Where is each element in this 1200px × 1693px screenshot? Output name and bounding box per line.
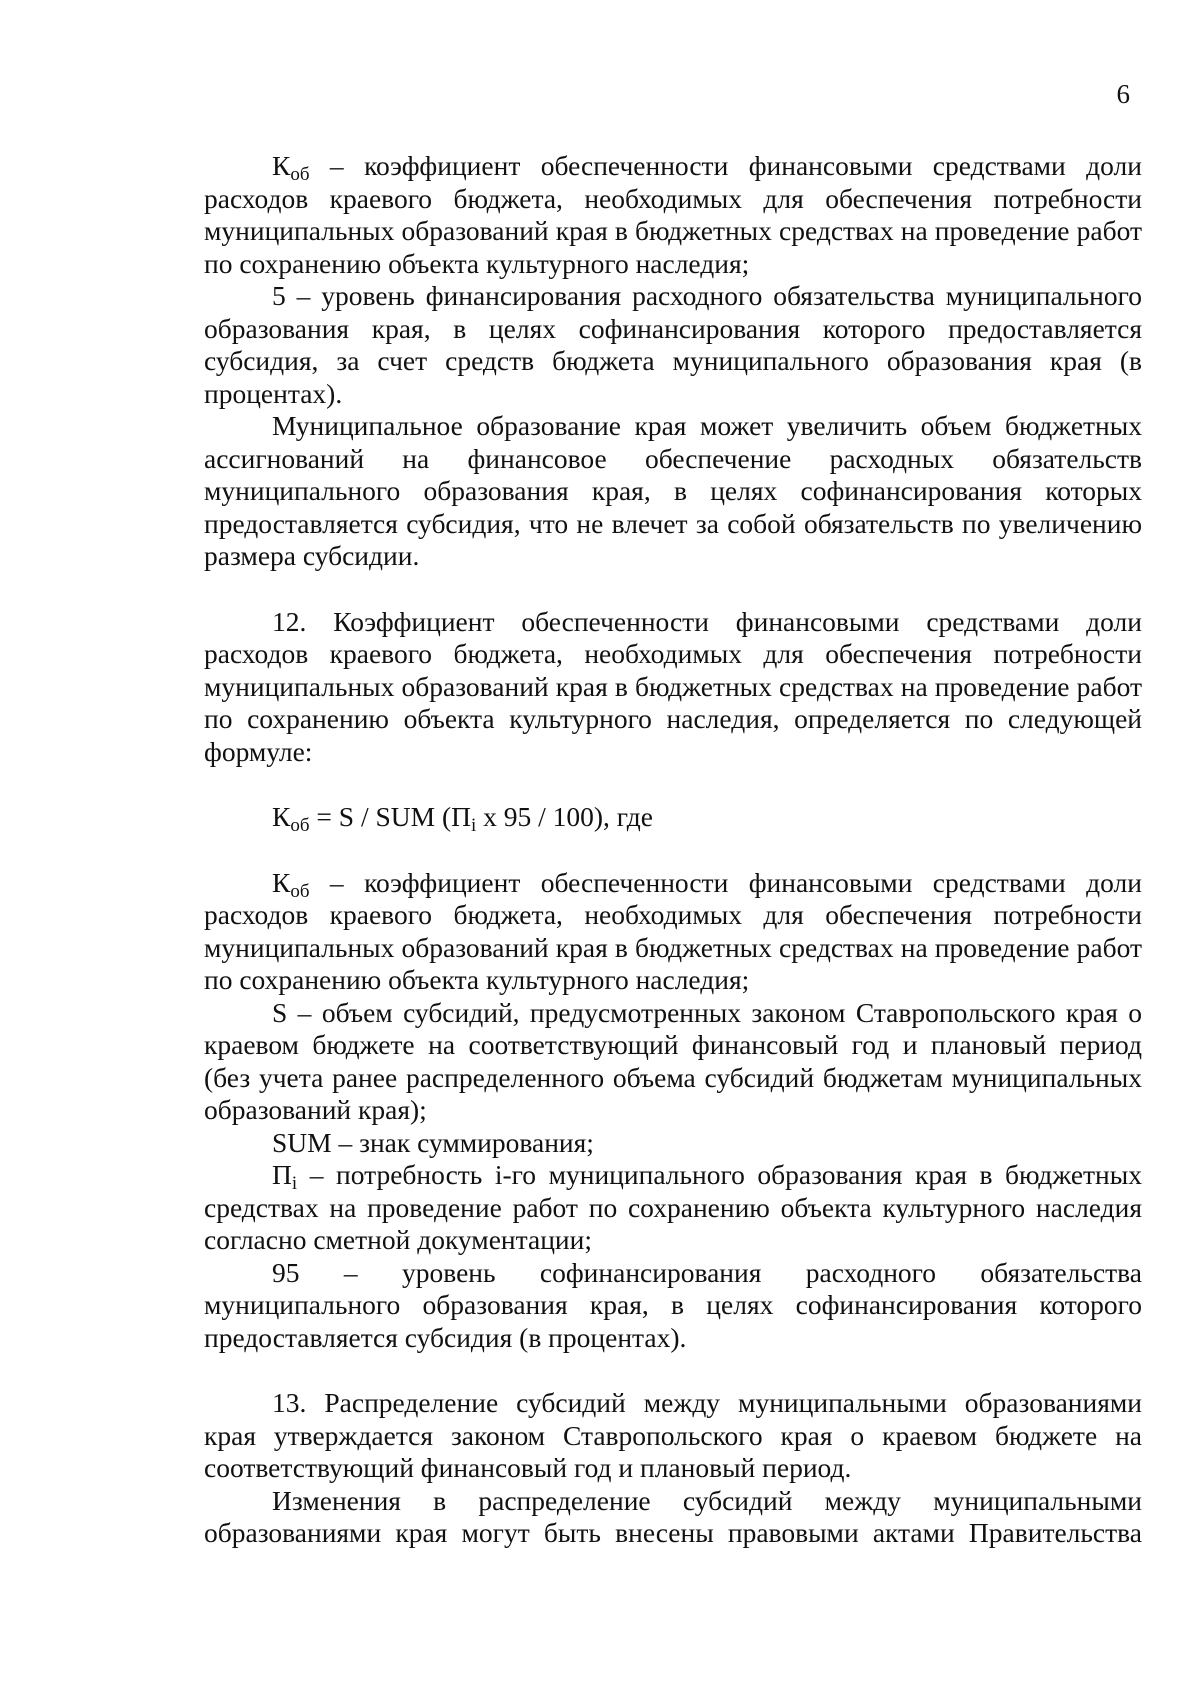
k-subscript: об [290, 164, 310, 185]
increase-allocations-paragraph: Муниципальное образование края может увеличить объем бюджетных ассигнований на финансовое обеспечение расходных обязательств муниципального образования края, в целях софинансирования которых предоставляется субсидия, что не влечет за собой обязательств по увеличению размера субсидии. [204, 410, 1142, 571]
page-number: 6 [1116, 79, 1130, 109]
pi-definition-text: – потребность i-го муниципального образования края в бюджетных средствах на проведение работ по сохранению объекта культурного наследия согласно сметной документации; [204, 1159, 1142, 1255]
section-13-paragraph: 13. Распределение субсидий между муниципальными образованиями края утверждается законом Ставропольского края о краевом бюджете на соответствующий финансовый год и плановый период. [204, 1387, 1142, 1483]
level-95-paragraph: 95 – уровень софинансирования расходного обязательства муниципального образования края, в целях софинансирования которого предоставляется субсидия (в процентах). [204, 1256, 1142, 1353]
formula [204, 801, 1142, 834]
s-definition-paragraph: S – объем субсидий, предусмотренных законом Ставропольского края о краевом бюджете на соответствующий финансовый год и плановый период (без учета ранее распределенного объема субсидий бюджетам муниципальных образований края); [204, 996, 1142, 1125]
k-definition-text-2: – коэффициент обеспеченности финансовыми средствами доли расходов краевого бюджета, необходимых для обеспечения потребности муниципальных образований края в бюджетных средствах на проведение работ по сохранению объекта культурного наследия; [204, 866, 1142, 995]
pi-index: i [291, 1173, 298, 1194]
changes-paragraph: Изменения в распределение субсидий между муниципальными образованиями края могут быть внесены правовыми актами Правительства [204, 1484, 1142, 1548]
formula-middle: = S / SUM (П [309, 801, 471, 832]
sum-definition-paragraph: SUM – знак суммирования; [272, 1126, 594, 1158]
k-subscript-2: об [290, 880, 310, 902]
formula-end: х 95 / 100), где [476, 801, 653, 832]
section-12-paragraph: 12. Коэффициент обеспеченности финансовыми средствами доли расходов краевого бюджета, необходимых для обеспечения потребности муниципальных образований края в бюджетных средствах на проведение работ по сохранению объекта культурного наследия, определяется по следующей формуле: [204, 605, 1142, 767]
k-definition-paragraph-2 [204, 867, 1142, 997]
k-symbol: К [272, 150, 291, 181]
k-definition-text: – коэффициент обеспеченности финансовыми средствами доли расходов краевого бюджета, необходимых для обеспечения потребности муниципальных образований края в бюджетных средствах на проведение работ по сохранению объекта культурного наследия; [204, 150, 1142, 279]
pi-symbol: П [272, 1159, 292, 1190]
formula-index: i [470, 815, 477, 836]
formula-symbol: К [272, 801, 291, 832]
k-definition-paragraph [204, 150, 1142, 280]
level-5-paragraph: 5 – уровень финансирования расходного обязательства муниципального образования края, в целях софинансирования которого предоставляется субсидия, за счет средств бюджета муниципального образования края (в процентах). [204, 280, 1142, 409]
formula-subscript: об [290, 815, 310, 836]
document-body [204, 150, 1142, 1550]
pi-definition-paragraph [204, 1159, 1142, 1257]
k-symbol-2: К [272, 866, 291, 898]
